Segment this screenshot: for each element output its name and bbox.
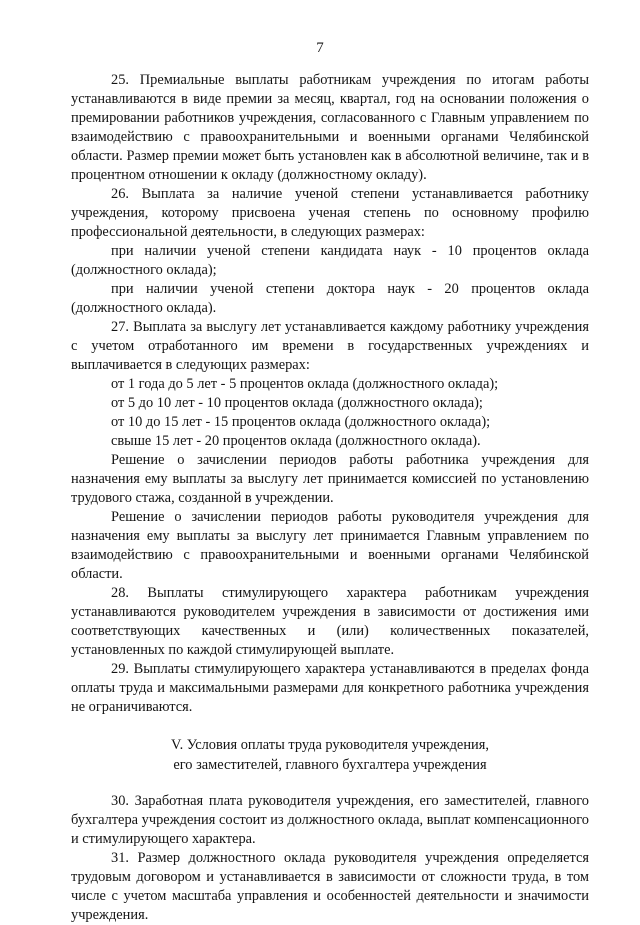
seniority-item-5-10: от 5 до 10 лет - 10 процентов оклада (должностного оклада);: [111, 395, 483, 411]
seniority-item-10-15: от 10 до 15 лет - 15 процентов оклада (должностного оклада);: [111, 414, 491, 430]
section-heading-line-2: его заместителей, главного бухгалтера учреждения: [173, 757, 487, 773]
paragraph-31: 31. Размер должностного оклада руководителя учреждения определяется трудовым договором и устанавливается в зависимости от сложности труда, в том числе с учетом масштаба управления и особенностей деятельности и значимости учреждения.: [71, 850, 589, 923]
paragraph-27: 27. Выплата за выслугу лет устанавливается каждому работнику учреждения с учетом отработанного им времени в государственных учреждениях и выплачивается в следующих размерах:: [71, 319, 589, 373]
paragraph-26-candidate: при наличии ученой степени кандидата наук - 10 процентов оклада (должностного оклада);: [71, 243, 589, 278]
paragraph-decision-head: Решение о зачислении периодов работы руководителя учреждения для назначения ему выплаты за выслугу лет принимается Главным управлением по взаимодействию с правоохранительными и военными органами Челябинской области.: [71, 509, 589, 582]
paragraph-25: 25. Премиальные выплаты работникам учреждения по итогам работы устанавливаются в виде премии за месяц, квартал, год на основании положения о премировании работников учреждения, согласованного с Главным управлением по взаимодействию с правоохранительными и военными органами Челябинской области. Размер премии может быть установлен как в абсолютной величине, так и в процентном отношении к окладу (должностному окладу).: [71, 72, 589, 183]
section-heading: [71, 735, 589, 775]
paragraph-30: 30. Заработная плата руководителя учреждения, его заместителей, главного бухгалтера учреждения состоит из должностного оклада, выплат компенсационного и стимулирующего характера.: [71, 793, 589, 847]
section-heading-line-1: V. Условия оплаты труда руководителя учреждения,: [171, 737, 489, 753]
paragraph-29: 29. Выплаты стимулирующего характера устанавливаются в пределах фонда оплаты труда и максимальными размерами для конкретного работника учреждения не ограничиваются.: [71, 661, 589, 715]
document-body: [71, 71, 589, 925]
paragraph-26: 26. Выплата за наличие ученой степени устанавливается работнику учреждения, которому присвоена ученая степень по основному профилю профессиональной деятельности, в следующих размерах:: [71, 186, 589, 240]
paragraph-26-doctor: при наличии ученой степени доктора наук - 20 процентов оклада (должностного оклада).: [71, 281, 589, 316]
page-number: 7: [316, 40, 324, 56]
paragraph-decision-employee: Решение о зачислении периодов работы работника учреждения для назначения ему выплаты за выслугу лет принимается комиссией по установлению трудового стажа, созданной в учреждении.: [71, 452, 589, 506]
paragraph-28: 28. Выплаты стимулирующего характера работникам учреждения устанавливаются руководителем учреждения в зависимости от достижения ими соответствующих качественных и (или) количественных показателей, установленных по каждой стимулирующей выплате.: [71, 585, 589, 658]
seniority-item-over-15: свыше 15 лет - 20 процентов оклада (должностного оклада).: [111, 433, 481, 449]
seniority-item-1-5: от 1 года до 5 лет - 5 процентов оклада (должностного оклада);: [111, 376, 499, 392]
